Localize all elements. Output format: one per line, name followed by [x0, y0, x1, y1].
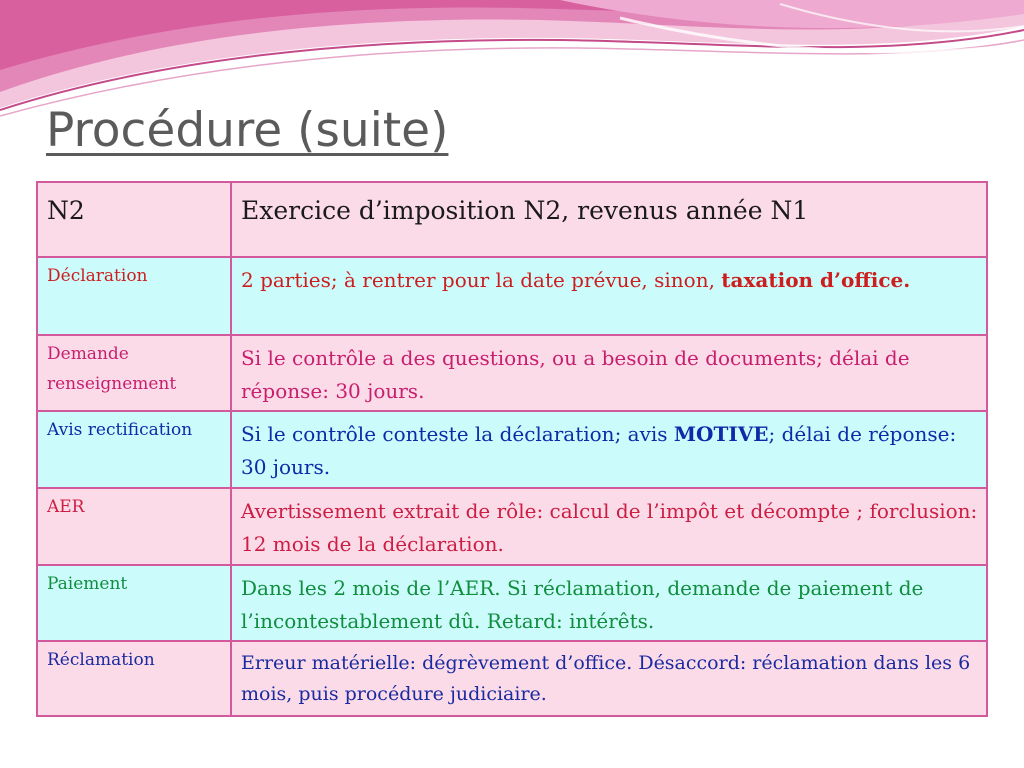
row-label: Déclaration — [37, 257, 231, 335]
row-text: Dans les 2 mois de l’AER. Si réclamation, demande de paiement de l’incontestablement dû. Retard: intérêts. — [231, 565, 987, 641]
row-label: Paiement — [37, 565, 231, 641]
row-label: N2 — [37, 182, 231, 257]
table-row — [37, 257, 987, 335]
row-text: Avertissement extrait de rôle: calcul de l’impôt et décompte ; forclusion: 12 mois de la déclaration. — [231, 488, 987, 565]
row-text-bold: taxation d’office. — [721, 268, 911, 292]
row-text: Erreur matérielle: dégrèvement d’office. Désaccord: réclamation dans les 6 mois, puis procédure judiciaire. — [231, 641, 987, 716]
row-label: Réclamation — [37, 641, 231, 716]
row-text — [231, 411, 987, 488]
row-text — [231, 257, 987, 335]
row-text-bold: MOTIVE — [673, 422, 769, 446]
table-row — [37, 565, 987, 641]
row-text-part: Si le contrôle conteste la déclaration; avis — [241, 422, 674, 446]
row-label: AER — [37, 488, 231, 565]
row-text: Si le contrôle a des questions, ou a besoin de documents; délai de réponse: 30 jours. — [231, 335, 987, 411]
row-text-part: 2 parties; à rentrer pour la date prévue, sinon, — [241, 268, 722, 292]
table-row — [37, 335, 987, 411]
table-row — [37, 488, 987, 565]
procedure-table — [36, 181, 988, 717]
row-label: Demande renseignement — [37, 335, 231, 411]
page-title: Procédure (suite) — [46, 103, 449, 158]
row-text-part: ; délai de réponse: 30 jours. — [241, 422, 957, 479]
table-row — [37, 641, 987, 716]
row-label: Avis rectification — [37, 411, 231, 488]
table-row — [37, 182, 987, 257]
table-row — [37, 411, 987, 488]
row-text: Exercice d’imposition N2, revenus année N1 — [231, 182, 987, 257]
